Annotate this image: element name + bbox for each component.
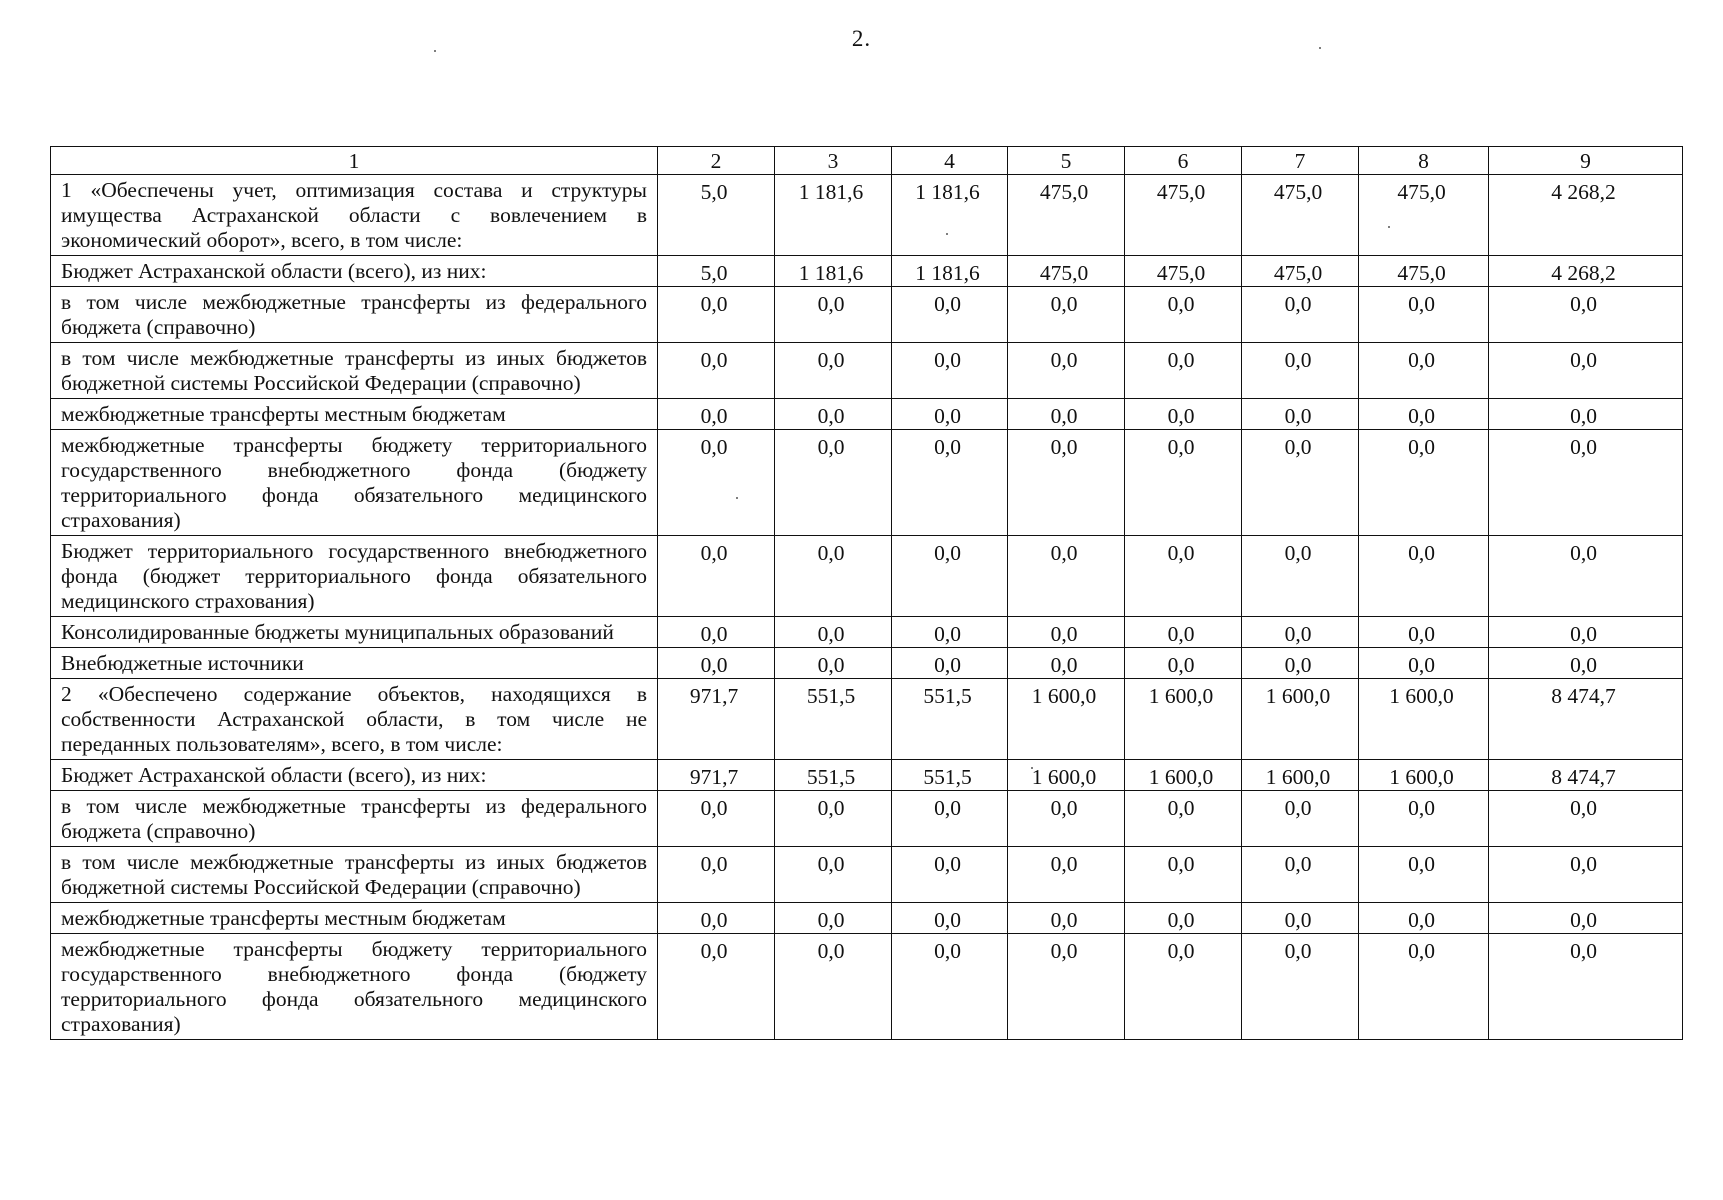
value-cell: 0,0	[1489, 617, 1683, 648]
value-cell: 1 181,6	[892, 175, 1008, 256]
row-label: 1 «Обеспечены учет, оптимизация состава и структуры имущества Астраханской области с вовлечением в экономический оборот», всего, в том числе:	[51, 175, 658, 256]
value-cell: 0,0	[1008, 287, 1125, 343]
value-cell: 0,0	[775, 287, 892, 343]
value-cell: 0,0	[1359, 934, 1489, 1040]
value-cell: 551,5	[775, 679, 892, 760]
value-cell: 971,7	[658, 679, 775, 760]
value-cell: 1 181,6	[775, 175, 892, 256]
value-cell: 0,0	[1359, 399, 1489, 430]
row-label: в том числе межбюджетные трансферты из федерального бюджета (справочно)	[51, 791, 658, 847]
value-cell: 0,0	[1242, 287, 1359, 343]
row-label: Бюджет территориального государственного внебюджетного фонда (бюджет территориального фонда обязательного медицинского страхования)	[51, 536, 658, 617]
table-row	[51, 430, 1683, 536]
value-cell: 0,0	[775, 648, 892, 679]
value-cell: 0,0	[1008, 934, 1125, 1040]
column-header-7: 7	[1242, 147, 1359, 175]
table-body	[51, 147, 1683, 1040]
row-label: 2 «Обеспечено содержание объектов, находящихся в собственности Астраханской области, в том числе не переданных пользователям», всего, в том числе:	[51, 679, 658, 760]
value-cell: 971,7	[658, 760, 775, 791]
value-cell: 0,0	[1125, 536, 1242, 617]
value-cell: 0,0	[658, 617, 775, 648]
table-row	[51, 760, 1683, 791]
value-cell: 0,0	[892, 648, 1008, 679]
value-cell: 8 474,7	[1489, 760, 1683, 791]
value-cell: 0,0	[1242, 847, 1359, 903]
scan-speck	[434, 50, 436, 52]
value-cell: 0,0	[892, 287, 1008, 343]
value-cell: 4 268,2	[1489, 256, 1683, 287]
value-cell: 0,0	[658, 934, 775, 1040]
value-cell: 0,0	[1008, 648, 1125, 679]
value-cell: 0,0	[1242, 343, 1359, 399]
value-cell: 0,0	[1008, 791, 1125, 847]
value-cell: 0,0	[1008, 343, 1125, 399]
value-cell: 0,0	[1125, 847, 1242, 903]
value-cell: 0,0	[658, 287, 775, 343]
row-label: Бюджет Астраханской области (всего), из них:	[51, 760, 658, 791]
table-row	[51, 648, 1683, 679]
table-row	[51, 256, 1683, 287]
value-cell: 0,0	[658, 791, 775, 847]
value-cell: 0,0	[775, 343, 892, 399]
value-cell: 1 181,6	[892, 256, 1008, 287]
row-label: в том числе межбюджетные трансферты из иных бюджетов бюджетной системы Российской Федерации (справочно)	[51, 343, 658, 399]
value-cell: 0,0	[1125, 791, 1242, 847]
row-label: Консолидированные бюджеты муниципальных образований	[51, 617, 658, 648]
row-label: межбюджетные трансферты местным бюджетам	[51, 399, 658, 430]
value-cell: 0,0	[658, 430, 775, 536]
value-cell: 0,0	[775, 430, 892, 536]
value-cell: 475,0	[1359, 256, 1489, 287]
value-cell: 0,0	[1489, 430, 1683, 536]
row-label: Внебюджетные источники	[51, 648, 658, 679]
value-cell: 0,0	[658, 903, 775, 934]
value-cell: 0,0	[775, 903, 892, 934]
value-cell: 0,0	[1489, 399, 1683, 430]
value-cell: 1 600,0	[1359, 679, 1489, 760]
column-header-5: 5	[1008, 147, 1125, 175]
value-cell: 1 600,0	[1125, 679, 1242, 760]
value-cell: 0,0	[892, 791, 1008, 847]
value-cell: 475,0	[1125, 256, 1242, 287]
value-cell: 0,0	[1489, 648, 1683, 679]
value-cell: 0,0	[1125, 648, 1242, 679]
value-cell: 1 600,0	[1242, 679, 1359, 760]
value-cell: 0,0	[1008, 536, 1125, 617]
value-cell: 0,0	[1489, 536, 1683, 617]
value-cell: 0,0	[1242, 536, 1359, 617]
column-header-3: 3	[775, 147, 892, 175]
row-label: межбюджетные трансферты бюджету территориального государственного внебюджетного фонда (бюджету территориального фонда обязательного медицинского страхования)	[51, 934, 658, 1040]
value-cell: 0,0	[1359, 791, 1489, 847]
value-cell: 0,0	[1359, 343, 1489, 399]
table-row	[51, 847, 1683, 903]
column-header-1: 1	[51, 147, 658, 175]
value-cell: 475,0	[1359, 175, 1489, 256]
scan-speck	[1319, 47, 1321, 49]
table-row	[51, 791, 1683, 847]
value-cell: 475,0	[1242, 256, 1359, 287]
value-cell: 1 600,0	[1125, 760, 1242, 791]
column-header-2: 2	[658, 147, 775, 175]
value-cell: 0,0	[892, 430, 1008, 536]
value-cell: 0,0	[1242, 648, 1359, 679]
row-label: межбюджетные трансферты местным бюджетам	[51, 903, 658, 934]
value-cell: 0,0	[1125, 430, 1242, 536]
value-cell: 0,0	[892, 399, 1008, 430]
value-cell: 0,0	[1242, 430, 1359, 536]
value-cell: 0,0	[658, 536, 775, 617]
value-cell: 0,0	[1008, 903, 1125, 934]
value-cell: 8 474,7	[1489, 679, 1683, 760]
value-cell: 0,0	[658, 399, 775, 430]
value-cell: 0,0	[775, 791, 892, 847]
table-row	[51, 536, 1683, 617]
value-cell: 5,0	[658, 175, 775, 256]
value-cell: 0,0	[775, 536, 892, 617]
table-row	[51, 399, 1683, 430]
value-cell: 0,0	[1125, 903, 1242, 934]
value-cell: 0,0	[775, 934, 892, 1040]
value-cell: 0,0	[1125, 617, 1242, 648]
value-cell: 0,0	[658, 343, 775, 399]
value-cell: 551,5	[892, 679, 1008, 760]
value-cell: 0,0	[1359, 617, 1489, 648]
value-cell: 0,0	[1359, 847, 1489, 903]
column-header-9: 9	[1489, 147, 1683, 175]
table-row	[51, 934, 1683, 1040]
value-cell: 475,0	[1125, 175, 1242, 256]
value-cell: 0,0	[1489, 934, 1683, 1040]
row-label: межбюджетные трансферты бюджету территориального государственного внебюджетного фонда (бюджету территориального фонда обязательного медицинского страхования)	[51, 430, 658, 536]
value-cell: 0,0	[892, 617, 1008, 648]
value-cell: 0,0	[1242, 791, 1359, 847]
value-cell: 551,5	[775, 760, 892, 791]
value-cell: 0,0	[1359, 648, 1489, 679]
table-row	[51, 617, 1683, 648]
value-cell: 5,0	[658, 256, 775, 287]
column-header-8: 8	[1359, 147, 1489, 175]
value-cell: 0,0	[1359, 430, 1489, 536]
value-cell: 0,0	[892, 536, 1008, 617]
value-cell: 0,0	[775, 617, 892, 648]
value-cell: 0,0	[1008, 617, 1125, 648]
value-cell: 475,0	[1242, 175, 1359, 256]
value-cell: 0,0	[658, 648, 775, 679]
value-cell: 0,0	[1489, 847, 1683, 903]
value-cell: 0,0	[892, 847, 1008, 903]
value-cell: 0,0	[1242, 399, 1359, 430]
value-cell: 0,0	[1489, 287, 1683, 343]
value-cell: 551,5	[892, 760, 1008, 791]
value-cell: 0,0	[1242, 934, 1359, 1040]
value-cell: 0,0	[1489, 903, 1683, 934]
value-cell: 0,0	[1359, 903, 1489, 934]
value-cell: 0,0	[1125, 343, 1242, 399]
value-cell: 0,0	[1008, 847, 1125, 903]
value-cell: 0,0	[1489, 343, 1683, 399]
value-cell: 0,0	[1125, 934, 1242, 1040]
value-cell: 0,0	[1125, 399, 1242, 430]
column-header-6: 6	[1125, 147, 1242, 175]
table-row	[51, 287, 1683, 343]
header-row	[51, 147, 1683, 175]
value-cell: 1 600,0	[1359, 760, 1489, 791]
value-cell: 0,0	[1008, 430, 1125, 536]
row-label: Бюджет Астраханской области (всего), из них:	[51, 256, 658, 287]
value-cell: 0,0	[1242, 903, 1359, 934]
table-row	[51, 903, 1683, 934]
value-cell: 475,0	[1008, 256, 1125, 287]
table-row	[51, 679, 1683, 760]
value-cell: 0,0	[1008, 399, 1125, 430]
value-cell: 4 268,2	[1489, 175, 1683, 256]
value-cell: 0,0	[775, 399, 892, 430]
value-cell: 0,0	[892, 903, 1008, 934]
row-label: в том числе межбюджетные трансферты из федерального бюджета (справочно)	[51, 287, 658, 343]
budget-table	[50, 146, 1683, 1040]
value-cell: 1 600,0	[1242, 760, 1359, 791]
value-cell: 0,0	[892, 343, 1008, 399]
value-cell: 475,0	[1008, 175, 1125, 256]
table-row	[51, 343, 1683, 399]
value-cell: 0,0	[658, 847, 775, 903]
value-cell: 0,0	[1125, 287, 1242, 343]
value-cell: 0,0	[892, 934, 1008, 1040]
value-cell: 0,0	[1489, 791, 1683, 847]
value-cell: 1 181,6	[775, 256, 892, 287]
value-cell: 0,0	[1359, 536, 1489, 617]
value-cell: 0,0	[775, 847, 892, 903]
table-row	[51, 175, 1683, 256]
value-cell: 0,0	[1242, 617, 1359, 648]
row-label: в том числе межбюджетные трансферты из иных бюджетов бюджетной системы Российской Федерации (справочно)	[51, 847, 658, 903]
value-cell: 1 600,0	[1008, 760, 1125, 791]
column-header-4: 4	[892, 147, 1008, 175]
page-number: 2.	[851, 26, 872, 51]
value-cell: 1 600,0	[1008, 679, 1125, 760]
value-cell: 0,0	[1359, 287, 1489, 343]
